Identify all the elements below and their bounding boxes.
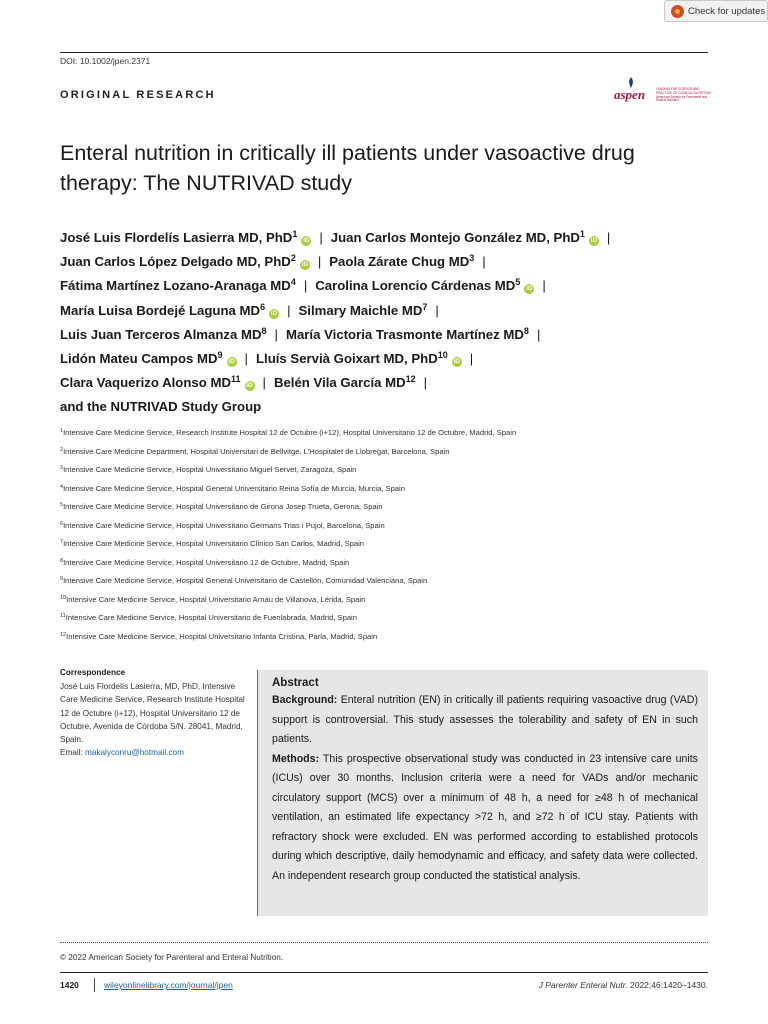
abstract-box bbox=[257, 670, 708, 916]
affiliation-number: 11 bbox=[60, 613, 66, 619]
email-link[interactable]: makalyconru@hotmail.com bbox=[85, 748, 184, 758]
author-separator: | bbox=[287, 302, 291, 318]
logo-tagline: LEADING THE SCIENCE AND PRACTICE OF CLINICAL NUTRITION American Society for Parenteral and Enteral Nutrition bbox=[656, 87, 711, 103]
author-name: Lluís Servià Goixart MD, PhD bbox=[255, 351, 438, 367]
affiliation-text: Intensive Care Medicine Department, Hospital Universitari de Bellvitge, L'Hospitalet de Llobregat, Barcelona, Spain bbox=[63, 446, 450, 456]
author-separator: | bbox=[536, 326, 541, 342]
affiliation-number: 9 bbox=[60, 576, 64, 582]
author bbox=[299, 303, 428, 318]
affiliation-number: 7 bbox=[60, 539, 64, 545]
methods-text: This prospective observational study was conducted in 23 intensive care units (ICUs) over 30 months. Inclusion criteria were a need for VADs and/or mechanic circulatory support (MCS) over a minimum of 48 h, a need for ≥48 h of mechanical ventilation, an estimated life expectancy >72 h, and ≥72 h of ICU stay. Patients with refractory shock were excluded. EN was performed according to established protocols during which descriptive, daily hemodynamic and efficacy, and safety data were collected. An independent research group conducted the statistical analysis. bbox=[272, 752, 698, 882]
affiliation bbox=[60, 535, 710, 554]
affiliation-number: 8 bbox=[60, 557, 64, 564]
author-name: Clara Vaquerizo Alonso MD bbox=[60, 375, 231, 391]
correspondence-email-line bbox=[60, 746, 250, 759]
orcid-icon[interactable]: iD bbox=[590, 237, 598, 244]
affiliation bbox=[60, 628, 710, 647]
affiliation-number: 10 bbox=[60, 594, 67, 601]
affiliation-text: Intensive Care Medicine Service, Hospital General Universitario Reina Sofía de Murcia, Murcia, Spain bbox=[63, 483, 405, 493]
affiliation bbox=[60, 591, 710, 610]
correspondence-heading: Correspondence bbox=[60, 668, 126, 677]
author-name: María Victoria Trasmonte Martínez MD bbox=[285, 326, 524, 342]
author bbox=[60, 375, 255, 390]
page-number: 1420 bbox=[60, 980, 79, 990]
author-separator: | bbox=[303, 278, 308, 294]
affiliation-number: 2 bbox=[60, 446, 64, 453]
journal-citation bbox=[539, 980, 708, 990]
header-rule bbox=[60, 52, 708, 53]
author-name: Juan Carlos Montejo González MD, PhD bbox=[330, 230, 580, 245]
author-separator: | bbox=[262, 375, 266, 391]
orcid-icon[interactable]: iD bbox=[301, 261, 309, 269]
author-name: Paola Zárate Chug MD bbox=[329, 254, 470, 270]
author-name: María Luisa Bordejé Laguna MD bbox=[60, 302, 261, 318]
abstract-background bbox=[272, 691, 698, 750]
affiliation-text: Intensive Care Medicine Service, Hospital Universitario Arnau de Villanova, Lérida, Spain bbox=[66, 594, 366, 604]
author-affil-sup: 8 bbox=[523, 325, 529, 336]
author-name: Carolina Lorencio Cárdenas MD bbox=[315, 278, 516, 294]
affiliation-number: 1 bbox=[60, 428, 64, 434]
affiliation bbox=[60, 517, 710, 536]
author-name: Luis Juan Terceros Almanza MD bbox=[60, 326, 262, 342]
email-label: Email: bbox=[60, 748, 83, 758]
logo-wordmark: aspen bbox=[614, 87, 646, 102]
author-list bbox=[60, 226, 710, 420]
update-badge-icon bbox=[671, 5, 684, 18]
author-affil-sup: 10 bbox=[437, 350, 448, 361]
author bbox=[60, 303, 279, 318]
author bbox=[256, 351, 462, 366]
author-separator: | bbox=[482, 254, 486, 270]
orcid-icon[interactable]: iD bbox=[270, 309, 278, 317]
affiliation bbox=[60, 498, 710, 517]
check-for-updates-label: Check for updates bbox=[688, 5, 766, 17]
affiliation bbox=[60, 554, 710, 573]
abstract-methods bbox=[272, 750, 698, 887]
section-label: ORIGINAL RESEARCH bbox=[60, 89, 216, 101]
affiliation-number: 5 bbox=[60, 502, 64, 508]
abstract-heading: Abstract bbox=[272, 677, 319, 689]
citation-text: 2022;46:1420–1430. bbox=[627, 980, 708, 990]
author-separator: | bbox=[244, 351, 248, 367]
author-separator: | bbox=[469, 351, 474, 367]
correspondence bbox=[60, 666, 250, 759]
author-affil-sup: 5 bbox=[515, 277, 521, 288]
affiliation-number: 6 bbox=[60, 520, 64, 527]
orcid-icon[interactable]: iD bbox=[303, 237, 310, 244]
correspondence-body: José Luis Flordelís Lasierra, MD, PhD, Intensive Care Medicine Service, Research Institute Hospital 12 de Octubre (i+12), Hospital Universitario 12 de Octubre, Avenida de Córdoba S/N. 28041, Madrid, Spain. bbox=[60, 682, 245, 745]
affiliation-number: 4 bbox=[60, 483, 64, 490]
author bbox=[315, 278, 534, 293]
author-name: Fátima Martínez Lozano-Aranaga MD bbox=[60, 278, 291, 294]
author-separator: | bbox=[274, 326, 278, 342]
affiliation-text: Intensive Care Medicine Service, Hospital Universitario Clínico San Carlos, Madrid, Spain bbox=[63, 539, 364, 548]
author-affil-sup: 9 bbox=[217, 350, 223, 361]
author-affil-sup: 6 bbox=[260, 301, 266, 312]
affiliation bbox=[60, 461, 710, 480]
author bbox=[60, 278, 296, 293]
doi: DOI: 10.1002/jpen.2371 bbox=[60, 56, 151, 66]
background-label: Background: bbox=[272, 694, 338, 706]
affiliation bbox=[60, 424, 710, 443]
orcid-icon[interactable]: iD bbox=[228, 358, 235, 366]
author-affil-sup: 12 bbox=[405, 374, 416, 385]
author-separator: | bbox=[542, 278, 546, 294]
footer-divider bbox=[94, 978, 95, 992]
article-title: Enteral nutrition in critically ill patients under vasoactive drug therapy: The NUTRIVAD study bbox=[60, 141, 635, 195]
author-affil-sup: 1 bbox=[292, 229, 298, 239]
affiliation-text: Intensive Care Medicine Service, Hospital Universitario Miguel Servet, Zaragoza, Spain bbox=[63, 465, 357, 474]
author-separator: | bbox=[317, 254, 322, 270]
affiliation-text: Intensive Care Medicine Service, Hospital Universitario de Girona Josep Trueta, Gerona, Spain bbox=[63, 502, 383, 511]
aspen-logo bbox=[612, 77, 712, 107]
affiliation-text: Intensive Care Medicine Service, Hospital Universitario de Fuenlabrada, Madrid, Spain bbox=[65, 613, 357, 622]
affiliation-number: 3 bbox=[60, 465, 64, 471]
author-name: Belén Vila García MD bbox=[273, 375, 406, 391]
orcid-icon[interactable]: iD bbox=[246, 382, 253, 390]
author-name: Juan Carlos López Delgado MD, PhD bbox=[60, 254, 291, 270]
journal-url-link[interactable]: wileyonlinelibrary.com/journal/jpen bbox=[104, 980, 233, 990]
methods-label: Methods: bbox=[272, 752, 320, 765]
journal-name: J Parenter Enteral Nutr. bbox=[538, 980, 628, 990]
author bbox=[286, 327, 529, 342]
background-text: Enteral nutrition (EN) in critically ill patients requiring vasoactive drug (VAD) support is controversial. This study assesses the tolerability and safety of EN in such patients. bbox=[272, 694, 698, 745]
author bbox=[60, 254, 310, 269]
author bbox=[60, 230, 311, 245]
author-name: Lidón Mateu Campos MD bbox=[60, 351, 218, 367]
author bbox=[60, 399, 261, 414]
author bbox=[60, 327, 267, 342]
author-separator: | bbox=[435, 302, 439, 318]
author-separator: | bbox=[423, 375, 428, 391]
footer-rule bbox=[60, 972, 708, 973]
orcid-icon[interactable]: iD bbox=[526, 285, 533, 293]
author bbox=[331, 230, 599, 245]
author-affil-sup: 1 bbox=[579, 229, 585, 239]
affiliation-list bbox=[60, 424, 710, 646]
affiliation-number: 12 bbox=[60, 631, 67, 638]
affiliation-text: Intensive Care Medicine Service, Hospital General Universitario de Castellón, Comunidad Valenciana, Spain bbox=[63, 576, 428, 585]
affiliation-text: Intensive Care Medicine Service, Hospital Universitario Infanta Cristina, Parla, Madrid, Spain bbox=[66, 631, 378, 641]
copyright: © 2022 American Society for Parenteral and Enteral Nutrition. bbox=[60, 953, 284, 962]
author bbox=[274, 375, 416, 390]
check-for-updates-button[interactable] bbox=[664, 0, 768, 22]
affiliation-text: Intensive Care Medicine Service, Research Institute Hospital 12 de Octubre (i+12), Hospital Universitario 12 de Octubre, Madrid, Spain bbox=[63, 428, 517, 437]
author-affil-sup: 11 bbox=[230, 374, 241, 385]
footer-dotted-rule bbox=[60, 942, 708, 943]
orcid-icon[interactable]: iD bbox=[453, 358, 460, 366]
author-name: and the NUTRIVAD Study Group bbox=[60, 399, 262, 415]
author-name: Silmary Maichle MD bbox=[298, 302, 423, 318]
affiliation-text: Intensive Care Medicine Service, Hospital Universitario Germans Trias i Pujol, Barcelona, Spain bbox=[63, 520, 385, 530]
author bbox=[329, 254, 474, 269]
affiliation bbox=[60, 443, 710, 462]
affiliation bbox=[60, 572, 710, 591]
author-affil-sup: 4 bbox=[290, 277, 296, 288]
author-affil-sup: 8 bbox=[261, 325, 267, 336]
author-name: José Luis Flordelís Lasierra MD, PhD bbox=[60, 230, 293, 245]
author-separator: | bbox=[606, 230, 611, 245]
affiliation-text: Intensive Care Medicine Service, Hospital Universitario 12 de Octubre, Madrid, Spain bbox=[63, 557, 350, 567]
affiliation bbox=[60, 609, 710, 628]
author bbox=[60, 351, 237, 366]
affiliation bbox=[60, 480, 710, 499]
author-affil-sup: 7 bbox=[422, 301, 428, 312]
author-affil-sup: 3 bbox=[469, 253, 475, 264]
author-affil-sup: 2 bbox=[290, 253, 296, 264]
author-separator: | bbox=[319, 230, 323, 245]
